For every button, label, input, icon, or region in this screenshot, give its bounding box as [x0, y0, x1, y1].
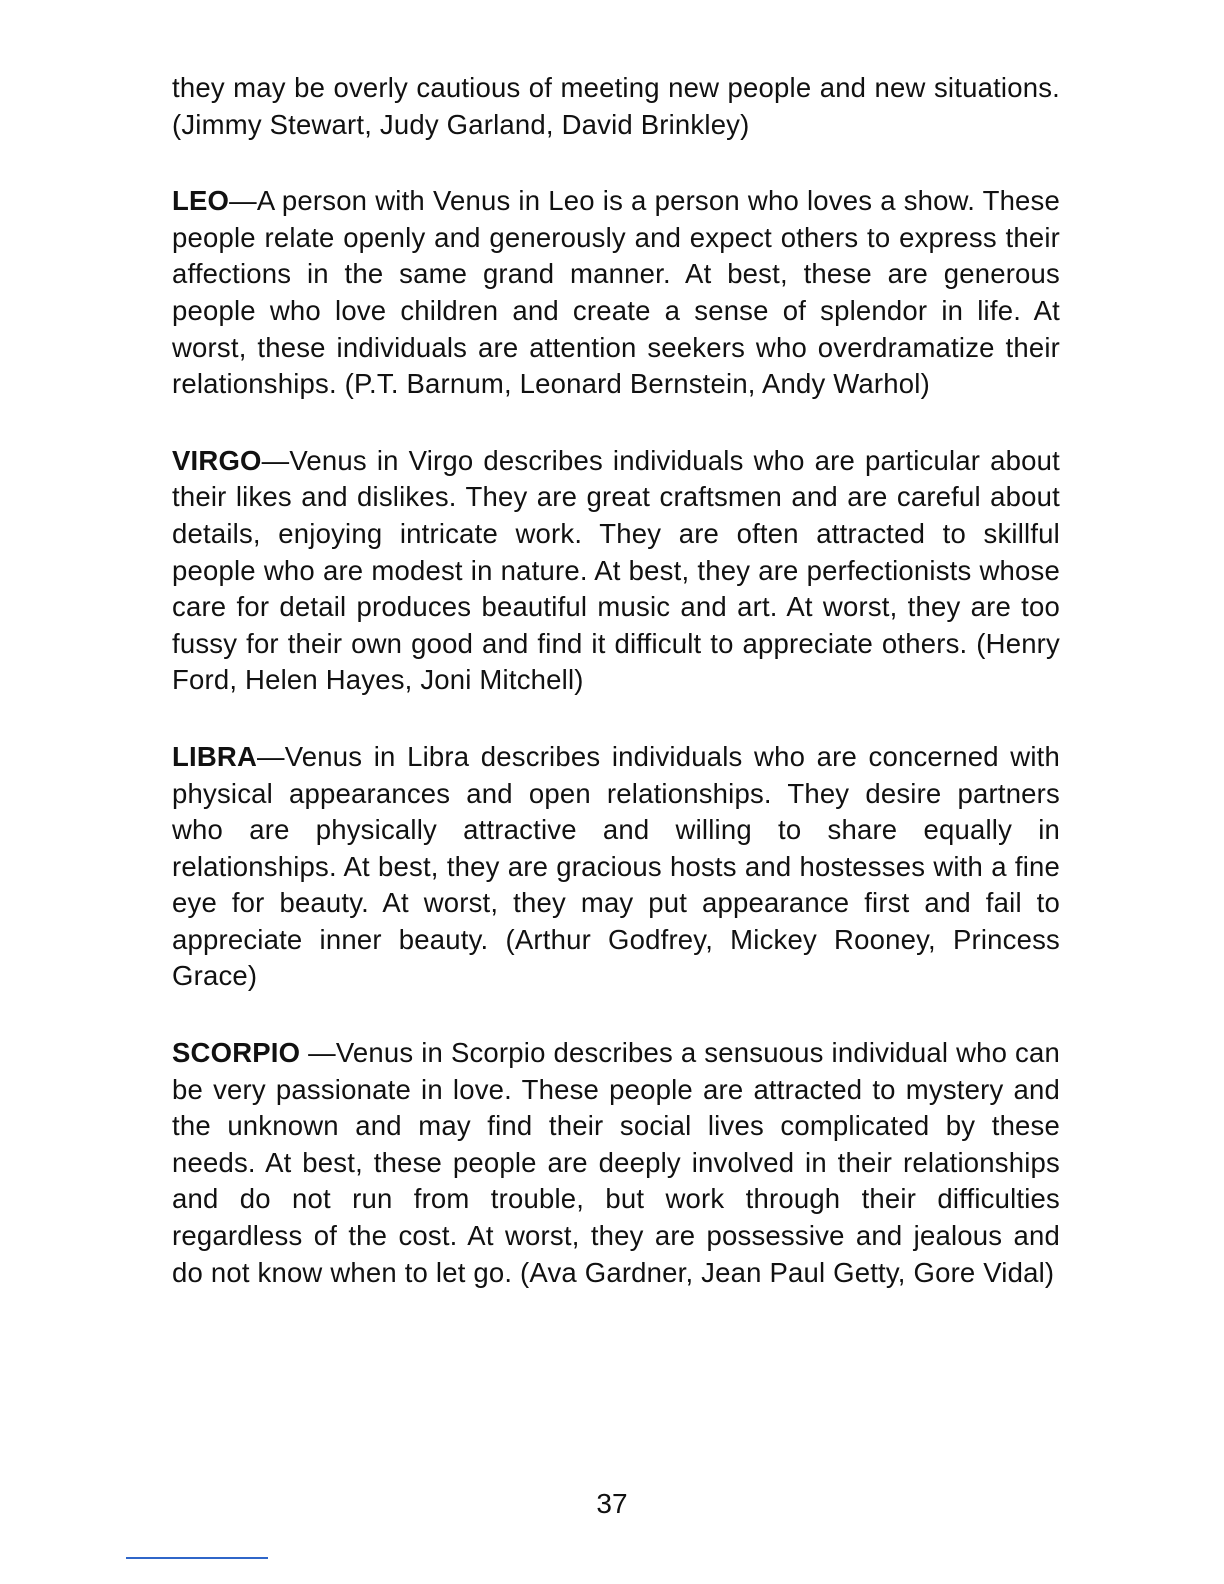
footer-rule [126, 1557, 268, 1559]
paragraph-text: Venus in Virgo describes individuals who are particular about their likes and dislikes. They are great craftsmen and are careful about details, enjoying intricate work. They are often attracted to skillful people who are modest in nature. At best, they are perfectionists whose care for detail produces beautiful music and art. At worst, they are too fussy for their own good and find it difficult to appreciate others. (Henry Ford, Helen Hayes, Joni Mitchell) [172, 444, 1060, 696]
section-heading-scorpio: SCORPIO [172, 1037, 301, 1069]
paragraph-text: Venus in Libra describes individuals who are concerned with physical appearances and open relationships. They desire partners who are physically attractive and willing to share equally in relationships. At best, they are gracious hosts and hostesses with a fine eye for beauty. At worst, they may put appearance first and fail to appreciate inner beauty. (Arthur Godfrey, Mickey Rooney, Princess Grace) [172, 740, 1060, 992]
paragraph-libra [172, 739, 1060, 995]
paragraph-continuation [172, 70, 1060, 143]
section-heading-libra: LIBRA [172, 740, 258, 772]
heading-dash: — [300, 1037, 336, 1069]
paragraph-text: they may be overly cautious of meeting new people and new situations. (Jimmy Stewart, Judy Garland, David Brinkley) [172, 72, 1060, 140]
section-heading-leo: LEO [172, 185, 230, 217]
paragraph-text: A person with Venus in Leo is a person who loves a show. These people relate openly and generously and expect others to express their affections in the same grand manner. At best, these are generous people who love children and create a sense of splendor in life. At worst, these individuals are attention seekers who overdramatize their relationships. (P.T. Barnum, Leonard Bernstein, Andy Warhol) [172, 185, 1060, 400]
paragraph-text: Venus in Scorpio describes a sensuous individual who can be very passionate in love. These people are attracted to mystery and the unknown and may find their social lives complicated by these needs. At best, these people are deeply involved in their relationships and do not run from trouble, but work through their difficulties regardless of the cost. At worst, they are possessive and jealous and do not know when to let go. (Ava Gardner, Jean Paul Getty, Gore Vidal) [172, 1037, 1060, 1288]
paragraph-leo [172, 183, 1060, 403]
heading-dash: — [257, 740, 285, 772]
heading-dash: — [229, 185, 257, 217]
heading-dash: — [261, 444, 290, 476]
page-number: 37 [596, 1488, 628, 1519]
page-body [172, 70, 1060, 1331]
paragraph-scorpio [172, 1035, 1060, 1291]
paragraph-virgo [172, 443, 1060, 699]
section-heading-virgo: VIRGO [172, 444, 262, 476]
